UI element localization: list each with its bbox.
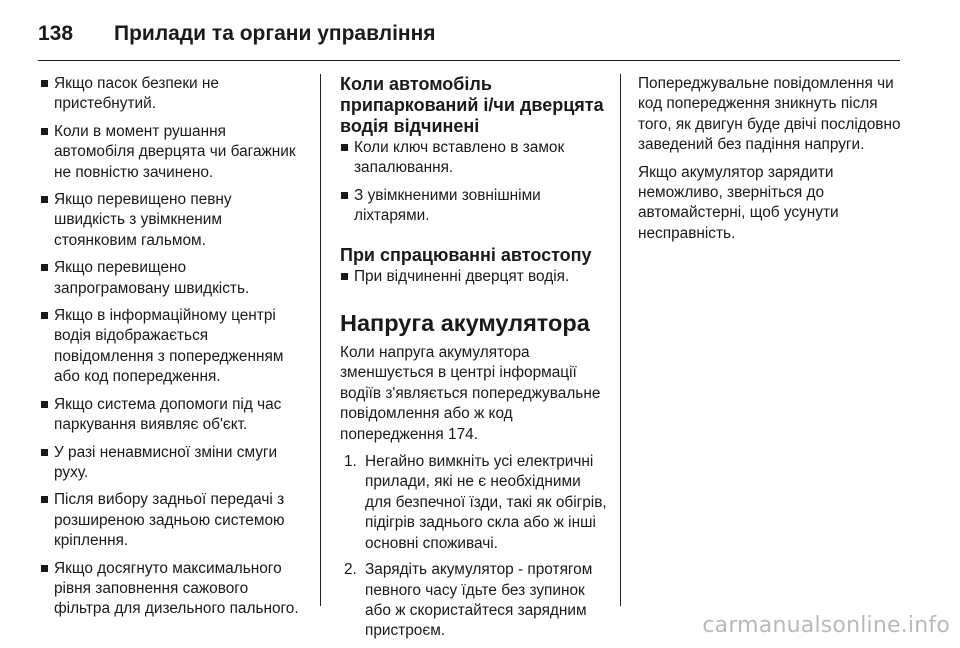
column-divider-1 bbox=[320, 74, 321, 606]
list-item-text: Якщо система допомоги під час паркування виявляє об'єкт. bbox=[54, 395, 282, 434]
list-item bbox=[340, 186, 608, 227]
parked-section-heading: Коли автомобіль припаркований і/чи дверцята водія відчинені bbox=[340, 74, 604, 136]
column-middle bbox=[340, 74, 608, 648]
list-item bbox=[40, 306, 304, 388]
step-text: Негайно вимкніть усі електричні прилади, які не є необхідними для безпечної їзди, такі як обігрів, підігрів заднього скла або ж інші основні споживачі. bbox=[365, 453, 607, 552]
warning-clear-text: Попереджувальне повідомлення чи код попередження зникнуть після того, як двигун буде двічі послідовно заведений без падіння напруги. bbox=[638, 75, 901, 154]
warning-conditions-list bbox=[40, 74, 304, 620]
list-item-text: При відчиненні дверцят водія. bbox=[354, 267, 570, 285]
list-item bbox=[40, 559, 304, 620]
step-text: Зарядіть акумулятор - протягом певного часу їдьте без зупинок або ж скористайтеся зарядним пристроєм. bbox=[365, 561, 593, 640]
list-item bbox=[40, 443, 304, 484]
step-item bbox=[340, 560, 608, 642]
square-bullet-icon bbox=[41, 312, 48, 319]
list-item bbox=[40, 122, 304, 183]
page-title: Прилади та органи управління bbox=[114, 22, 436, 45]
header-divider bbox=[38, 60, 900, 61]
battery-section-heading: Напруга акумулятора bbox=[340, 310, 590, 337]
list-item-text: Коли в момент рушання автомобіля дверцята чи багажник не повністю зачинено. bbox=[54, 122, 296, 181]
square-bullet-icon bbox=[41, 401, 48, 408]
column-divider-2 bbox=[620, 74, 621, 606]
square-bullet-icon bbox=[41, 264, 48, 271]
list-item-text: Після вибору задньої передачі з розширеною задньою системою кріплення. bbox=[54, 491, 285, 550]
square-bullet-icon bbox=[41, 80, 48, 87]
list-item-text: Якщо досягнуто максимального рівня заповнення сажового фільтра для дизельного пального. bbox=[54, 559, 299, 618]
list-item bbox=[40, 490, 304, 551]
list-item-text: Якщо пасок безпеки не пристебнутий. bbox=[54, 75, 219, 113]
list-item bbox=[40, 258, 304, 299]
autostop-section-heading: При спрацюванні автостопу bbox=[340, 244, 592, 265]
square-bullet-icon bbox=[41, 449, 48, 456]
square-bullet-icon bbox=[341, 273, 348, 280]
square-bullet-icon bbox=[41, 565, 48, 572]
square-bullet-icon bbox=[41, 496, 48, 503]
list-item-text: Коли ключ вставлено в замок запалювання. bbox=[354, 139, 565, 177]
step-number: 2. bbox=[344, 561, 357, 579]
list-item-text: Якщо перевищено певну швидкість з увімкненим стоянковим гальмом. bbox=[54, 191, 232, 249]
battery-steps-list bbox=[340, 452, 608, 642]
square-bullet-icon bbox=[341, 144, 348, 151]
column-right bbox=[638, 74, 904, 251]
list-item bbox=[340, 138, 608, 179]
autostop-conditions-list bbox=[340, 267, 608, 287]
list-item-text: У разі ненавмисної зміни смуги руху. bbox=[54, 443, 278, 481]
list-item bbox=[40, 395, 304, 436]
list-item bbox=[340, 267, 608, 287]
workshop-advice-text: Якщо акумулятор зарядити неможливо, зверніться до автомайстерні, щоб усунути несправність. bbox=[638, 163, 839, 242]
page-number: 138 bbox=[38, 22, 74, 45]
square-bullet-icon bbox=[41, 196, 48, 203]
square-bullet-icon bbox=[41, 128, 48, 135]
column-left bbox=[40, 74, 304, 627]
list-item-text: Якщо в інформаційному центрі водія відображається повідомлення з попередженням або код попередження. bbox=[54, 307, 284, 386]
list-item-text: З увімкненими зовнішніми ліхтарями. bbox=[354, 186, 541, 225]
battery-intro-text: Коли напруга акумулятора зменшується в центрі інформації водіїв з'являється попереджувальне повідомлення або ж код попередження 174. bbox=[340, 344, 601, 443]
step-number: 1. bbox=[344, 453, 357, 471]
list-item bbox=[40, 190, 304, 251]
parked-conditions-list bbox=[340, 138, 608, 227]
site-watermark: carmanualsonline.info bbox=[702, 613, 950, 638]
list-item-text: Якщо перевищено запрограмовану швидкість. bbox=[54, 259, 250, 297]
page-header bbox=[38, 14, 900, 54]
step-item bbox=[340, 452, 608, 554]
list-item bbox=[40, 74, 304, 115]
square-bullet-icon bbox=[341, 192, 348, 199]
